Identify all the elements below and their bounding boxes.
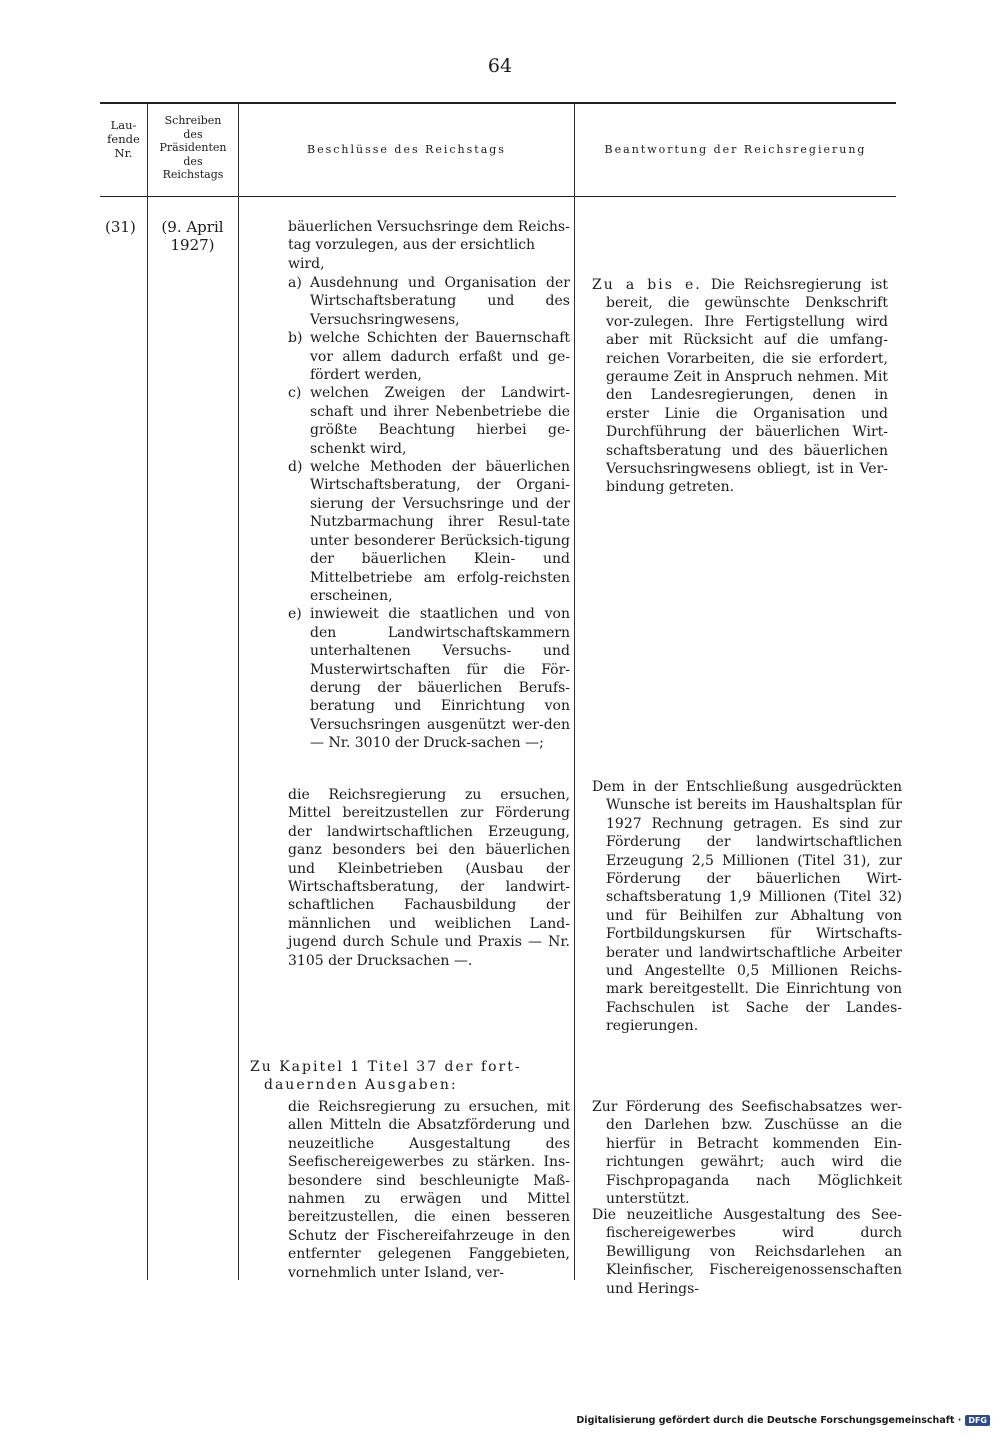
answer-1-lead: Zu a bis e. <box>592 277 702 293</box>
list-marker: e) <box>288 606 302 623</box>
header-col-letter: Schreiben des Präsidenten des Reichstags <box>159 114 227 181</box>
footer-text: Digitalisierung gefördert durch die Deutsche Forschungsgemeinschaft · <box>576 1415 962 1426</box>
list-item-c <box>288 384 570 458</box>
answer-2: Dem in der Entschließung ausgedrückten Wunsche ist bereits im Haushaltsplan für 1927 Rechnung getragen. Es sind zur Förderung der landwirtschaftlichen Erzeugung 2,5 Millionen (Titel 31), zur Förderung der bäuerlichen Wirt-schaftsberatung 1,9 Millionen (Titel 32) und für Beihilfen zur Abhaltung von Fortbildungskursen für Wirtschafts-berater und landwirtschaftliche Arbeiter und Angestellte 0,5 Millionen Reichs-mark bereitgestellt. Die Einrichtung von Fachschulen ist Sache der Landes-regierungen. <box>592 779 902 1035</box>
resolution-paragraph-2: die Reichsregierung zu ersuchen, Mittel bereitzustellen zur Förderung der landwirtschaftlichen Erzeugung, ganz besonders bei den bäuerlichen und Kleinbetrieben (Ausbau der Wirtschaftsberatung, der landwirt-schaftlichen Fachausbildung der männlichen und weiblichen Land-jugend durch Schule und Praxis — Nr. 3105 der Drucksachen —. <box>288 787 570 969</box>
list-text: Ausdehnung und Organisation der Wirtschaftsberatung und des Versuchsringwesens, <box>310 275 570 328</box>
answer-1-text: Die Reichsregierung ist bereit, die gewünschte Denkschrift vor-zulegen. Ihre Fertigstellung wird aber mit Rücksicht auf die umfang-reichen Vorarbeiten, die sie erfordert, geraume Zeit in Anspruch nehmen. Mit den Landesregierungen, denen in erster Linie die Organisation und Durchführung der bäuerlichen Wirt-schaftsberatung und des bäuerlichen Versuchsringwesens obliegt, ist in Ver-bindung getreten. <box>606 277 888 496</box>
row-date: (9. April 1927) <box>161 218 224 255</box>
column-divider-3 <box>574 104 575 1280</box>
list-marker: d) <box>288 459 303 476</box>
header-col-number: Lau- fende Nr. <box>107 118 140 160</box>
list-item-a <box>288 274 570 329</box>
list-marker: c) <box>288 385 302 402</box>
column-divider-1 <box>147 104 148 1280</box>
resolution-paragraph-3: die Reichsregierung zu ersuchen, mit allen Mitteln die Absatzförderung und neuzeitliche Ausgestaltung des Seefischereigewerbes zu stärken. Ins-besondere sind beschleunigte Maß-nahmen zu erwägen und Mittel bereitzustellen, die einen besseren Schutz der Fischereifahrzeuge in den entfernter gelegenen Fanggebieten, vornehmlich unter Island, ver- <box>288 1099 570 1281</box>
page-number: 64 <box>487 55 513 77</box>
resolution-items <box>288 274 570 753</box>
header-bottom-rule <box>100 196 896 197</box>
answer-1 <box>592 276 888 497</box>
list-text: inwieweit die staatlichen und von den Landwirtschaftskammern unterhaltenen Versuchs- und Musterwirtschaften für die För-derung der bäuerlichen Berufs-beratung und Einrichtung von Versuchsringen ausgenützt wer-den — Nr. 3010 der Druck-sachen —; <box>310 606 570 752</box>
list-marker: a) <box>288 275 302 291</box>
list-marker: b) <box>288 330 303 347</box>
answer-1-block <box>592 276 888 497</box>
chapter-heading: Zu Kapitel 1 Titel 37 der fort-dauernden Ausgaben: <box>250 1059 522 1094</box>
answer-3: Zur Förderung des Seefischabsatzes wer-den Darlehen bzw. Zuschüsse an die hierfür in Betracht kommenden Ein-richtungen gewährt; auch wird die Fischpropaganda nach Möglichkeit unterstützt. <box>592 1099 902 1208</box>
list-item-b <box>288 329 570 384</box>
list-text: welche Methoden der bäuerlichen Wirtschaftsberatung, der Organi-sierung der Versuchsringe und der Nutzbarmachung ihrer Resul-tate unter besonderer Berücksich-tigung der bäuerlichen Klein- und Mittelbetriebe am erfolg-reichsten erscheinen, <box>310 459 570 604</box>
list-item-d <box>288 458 570 605</box>
header-col-resolutions: Beschlüsse des Reichstags <box>307 143 506 156</box>
list-text: welche Schichten der Bauernschaft vor allem dadurch erfaßt und ge-fördert werden, <box>310 330 570 384</box>
row-number: (31) <box>105 218 136 236</box>
resolution-intro-text: bäuerlichen Versuchsringe dem Reichs- tag vorzulegen, aus der ersichtlich wird, <box>288 219 570 272</box>
list-text: welchen Zweigen der Landwirt-schaft und ihrer Nebenbetriebe die größte Beachtung hierbei ge-schenkt wird, <box>310 385 570 457</box>
footer <box>576 1415 990 1426</box>
resolution-intro <box>288 218 570 273</box>
header-col-answer: Beantwortung der Reichsregierung <box>604 143 867 156</box>
answer-4: Die neuzeitliche Ausgestaltung des See-fischereigewerbes wird durch Bewilligung von Reichsdarlehen an Kleinfischer, Fischereigenossenschaften und Herings- <box>592 1207 902 1297</box>
table-top-rule <box>100 102 896 104</box>
column-divider-2 <box>238 104 239 1280</box>
list-item-e <box>288 605 570 752</box>
dfg-logo: DFG <box>965 1415 990 1426</box>
